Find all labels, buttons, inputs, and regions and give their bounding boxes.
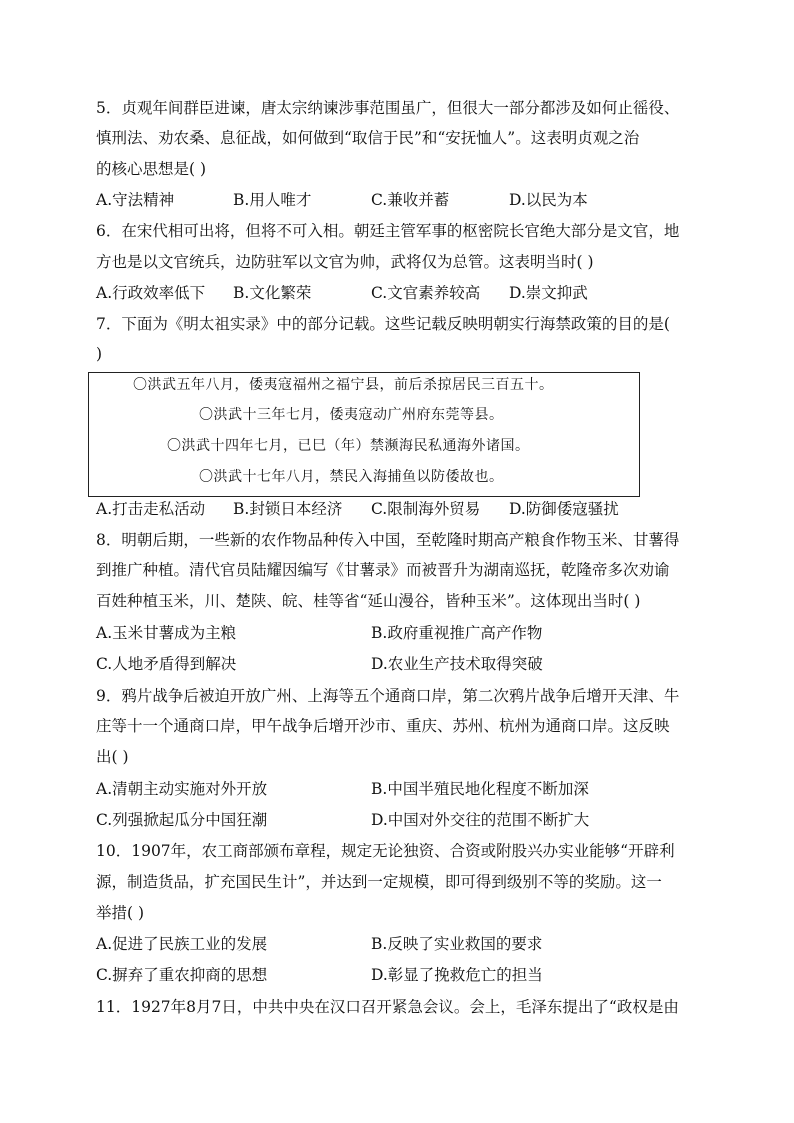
q9-stem-line-1: 9．鸦片战争后被迫开放广州、上海等五个通商口岸，第二次鸦片战争后增开天津、牛 [96, 687, 680, 705]
q9-stem-line-3: 出( ) [96, 748, 129, 766]
q10-stem-line-2: 源，制造货品，扩充国民生计”，并达到一定规模，即可得到级别不等的奖励。这一 [96, 873, 662, 891]
q7-option-c[interactable]: C.限制海外贸易 [371, 500, 481, 518]
q10-stem-line-3: 举措( ) [96, 904, 145, 922]
q5-stem-line-2: 慎刑法、劝农桑、息征战，如何做到“取信于民”和“安抚恤人”。这表明贞观之治 [96, 129, 640, 147]
q8-stem-line-3: 百姓种植玉米，川、楚陕、皖、桂等省“延山漫谷，皆种玉米”。这体现出当时( ) [96, 592, 641, 610]
q5-option-b[interactable]: B.用人唯才 [233, 191, 312, 209]
q11-stem-line-1: 11．1927年8月7日，中共中央在汉口召开紧急会议。会上，毛泽东提出了“政权是由 [96, 998, 679, 1016]
q10-option-d[interactable]: D.彰显了挽救危亡的担当 [371, 966, 543, 984]
q6-option-a[interactable]: A.行政效率低下 [96, 284, 206, 302]
q8-option-c[interactable]: C.人地矛盾得到解决 [96, 655, 237, 673]
q8-stem-line-1: 8．明朝后期，一些新的农作物品种传入中国，至乾隆时期高产粮食作物玉米、甘薯得 [96, 531, 680, 549]
q9-option-c[interactable]: C.列强掀起瓜分中国狂潮 [96, 811, 268, 829]
q7-source-box [88, 372, 640, 497]
q7-quote-1: 〇洪武五年八月，倭夷寇福州之福宁县，前后杀掠居民三百五十。 [133, 377, 554, 393]
q5-stem-line-1: 5．贞观年间群臣进谏，唐太宗纳谏涉事范围虽广，但很大一部分都涉及如何止徭役、 [96, 99, 680, 117]
q5-stem-line-3: 的核心思想是( ) [96, 160, 207, 178]
q8-option-d[interactable]: D.农业生产技术取得突破 [371, 655, 543, 673]
q10-option-c[interactable]: C.摒弃了重农抑商的思想 [96, 966, 268, 984]
q6-stem-line-1: 6．在宋代相可出将，但将不可入相。朝廷主管军事的枢密院长官绝大部分是文官，地 [96, 222, 680, 240]
q7-quote-2: 〇洪武十三年七月，倭夷寇动广州府东莞等县。 [199, 407, 504, 423]
q8-option-a[interactable]: A.玉米甘薯成为主粮 [96, 624, 237, 642]
q6-option-b[interactable]: B.文化繁荣 [233, 284, 312, 302]
q6-option-c[interactable]: C.文官素养较高 [371, 284, 481, 302]
q7-quote-4: 〇洪武十七年八月，禁民入海捕鱼以防倭故也。 [199, 469, 504, 485]
q10-option-a[interactable]: A.促进了民族工业的发展 [96, 935, 268, 953]
q7-option-b[interactable]: B.封锁日本经济 [233, 500, 343, 518]
q8-option-b[interactable]: B.政府重视推广高产作物 [371, 624, 543, 642]
q5-option-c[interactable]: C.兼收并蓄 [371, 191, 450, 209]
q8-stem-line-2: 到推广种植。清代官员陆耀因编写《甘薯录》而被晋升为湖南巡抚，乾隆帝多次劝谕 [96, 561, 670, 579]
q7-option-a[interactable]: A.打击走私活动 [96, 500, 206, 518]
q7-option-d[interactable]: D.防御倭寇骚扰 [509, 500, 619, 518]
q7-stem-line-1: 7．下面为《明太祖实录》中的部分记载。这些记载反映明朝实行海禁政策的目的是( [96, 315, 670, 333]
q6-option-d[interactable]: D.崇文抑武 [509, 284, 588, 302]
q9-option-a[interactable]: A.清朝主动实施对外开放 [96, 780, 268, 798]
q9-option-b[interactable]: B.中国半殖民地化程度不断加深 [371, 780, 589, 798]
q5-option-a[interactable]: A.守法精神 [96, 191, 175, 209]
q6-stem-line-2: 方也是以文官统兵，边防驻军以文官为帅，武将仅为总管。这表明当时( ) [96, 253, 594, 271]
q7-quote-3: 〇洪武十四年七月，已巳（年）禁濒海民私通海外诸国。 [167, 438, 530, 454]
q10-option-b[interactable]: B.反映了实业救国的要求 [371, 935, 543, 953]
q7-stem-line-2: ) [96, 345, 103, 363]
q5-option-d[interactable]: D.以民为本 [509, 191, 588, 209]
q10-stem-line-1: 10．1907年，农工商部颁布章程，规定无论独资、合资或附股兴办实业能够“开辟利 [96, 842, 675, 860]
q9-stem-line-2: 庄等十一个通商口岸，甲午战争后增开沙市、重庆、苏州、杭州为通商口岸。这反映 [96, 717, 670, 735]
q9-option-d[interactable]: D.中国对外交往的范围不断扩大 [371, 811, 590, 829]
